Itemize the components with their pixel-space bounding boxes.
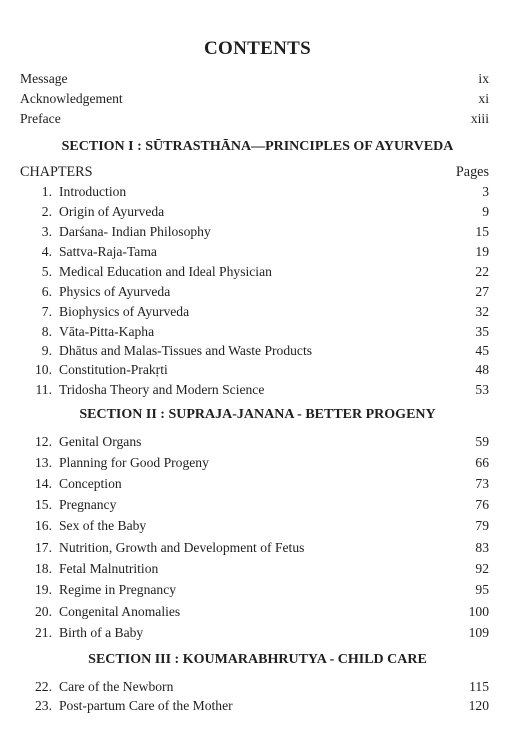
toc-entry[interactable] [0,302,515,322]
toc-entry[interactable] [0,360,515,380]
toc-entry[interactable] [0,322,515,342]
chapter-number: 13. [35,455,52,470]
chapter-number: 11. [35,382,52,397]
entry-page: xiii [470,111,489,126]
chapter-number: 1. [41,184,52,199]
section-heading-2: SECTION II : SUPRAJA-JANANA - BETTER PROGENY [79,407,436,422]
chapter-title: Fetal Malnutrition [59,561,159,576]
toc-entry[interactable] [0,580,515,600]
chapter-page: 115 [469,679,489,694]
chapter-number: 3. [41,224,52,239]
chapter-number: 16. [35,518,52,533]
chapter-page: 3 [482,184,489,199]
chapter-page: 95 [475,582,489,597]
chapter-title: Vāta-Pitta-Kapha [59,324,155,339]
chapter-page: 73 [475,476,489,491]
toc-entry[interactable] [0,623,515,643]
chapter-number: 22. [35,679,52,694]
chapter-title: Tridosha Theory and Modern Science [59,382,265,397]
entry-page: xi [478,91,489,106]
chapter-title: Medical Education and Ideal Physician [59,264,272,279]
toc-entry[interactable] [0,453,515,473]
section-heading-3: SECTION III : KOUMARABHRUTYA - CHILD CARE [88,652,427,667]
chapter-title: Biophysics of Ayurveda [59,304,190,319]
chapter-title: Nutrition, Growth and Development of Fetus [59,540,305,555]
toc-entry[interactable] [0,380,515,400]
entry-page: ix [478,71,489,86]
chapter-page: 48 [475,362,489,377]
toc-entry[interactable] [0,222,515,242]
chapter-title: Birth of a Baby [59,625,144,640]
chapter-page: 109 [468,625,489,640]
chapter-title: Sattva-Raja-Tama [59,244,157,259]
section-heading-1: SECTION I : SŪTRASTHĀNA—PRINCIPLES OF AYURVEDA [61,139,454,154]
chapter-title: Darśana- Indian Philosophy [59,224,211,239]
toc-entry[interactable] [0,495,515,515]
chapter-page: 66 [475,455,489,470]
chapter-title: Origin of Ayurveda [59,204,165,219]
toc-entry[interactable] [0,602,515,622]
chapter-number: 20. [35,604,52,619]
chapter-number: 23. [35,698,52,713]
toc-entry-acknowledgement[interactable] [0,89,515,109]
toc-entry[interactable] [0,182,515,202]
toc-entry[interactable] [0,242,515,262]
chapter-title: Congenital Anomalies [59,604,181,619]
chapter-number: 12. [35,434,52,449]
chapter-number: 18. [35,561,52,576]
chapter-title: Genital Organs [59,434,142,449]
chapter-page: 9 [482,204,489,219]
chapter-page: 35 [475,324,489,339]
chapter-page: 92 [475,561,489,576]
chapter-page: 53 [475,382,489,397]
chapter-number: 5. [41,264,52,279]
entry-label: Acknowledgement [20,91,123,106]
toc-entry[interactable] [0,202,515,222]
toc-entry[interactable] [0,262,515,282]
chapter-number: 4. [41,244,52,259]
toc-entry[interactable] [0,559,515,579]
chapter-page: 120 [468,698,489,713]
chapter-page: 15 [475,224,489,239]
chapter-title: Constitution-Prakṛti [59,362,168,377]
page-title: CONTENTS [204,38,311,59]
chapter-title: Regime in Pregnancy [59,582,177,597]
chapter-page: 19 [475,244,489,259]
chapters-label: CHAPTERS [20,164,93,180]
chapter-title: Post-partum Care of the Mother [59,698,233,713]
chapter-number: 15. [35,497,52,512]
toc-entry[interactable] [0,474,515,494]
chapter-page: 45 [475,343,489,358]
chapter-title: Care of the Newborn [59,679,174,694]
toc-entry[interactable] [0,341,515,361]
column-headings [0,162,515,182]
toc-entry[interactable] [0,538,515,558]
toc-entry[interactable] [0,677,515,697]
chapter-page: 76 [475,497,489,512]
toc-entry[interactable] [0,282,515,302]
toc-entry[interactable] [0,696,515,716]
chapter-number: 9. [41,343,52,358]
chapter-number: 6. [41,284,52,299]
chapter-title: Physics of Ayurveda [59,284,171,299]
chapter-page: 27 [475,284,489,299]
chapter-page: 79 [475,518,489,533]
chapter-page: 83 [475,540,489,555]
chapter-number: 10. [35,362,52,377]
chapter-title: Pregnancy [59,497,117,512]
toc-entry[interactable] [0,516,515,536]
pages-label: Pages [455,164,489,180]
toc-entry-preface[interactable] [0,109,515,129]
chapter-title: Dhātus and Malas-Tissues and Waste Products [59,343,313,358]
chapter-page: 59 [475,434,489,449]
chapter-page: 100 [468,604,489,619]
chapter-title: Planning for Good Progeny [59,455,209,470]
toc-entry-message[interactable] [0,69,515,89]
chapter-title: Conception [59,476,122,491]
chapter-number: 8. [41,324,52,339]
chapter-number: 21. [35,625,52,640]
chapter-title: Sex of the Baby [59,518,147,533]
chapter-number: 17. [35,540,52,555]
entry-label: Preface [20,111,61,126]
chapter-title: Introduction [59,184,127,199]
entry-label: Message [20,71,68,86]
chapter-number: 14. [35,476,52,491]
chapter-number: 7. [41,304,52,319]
chapter-number: 19. [35,582,52,597]
chapter-page: 32 [475,304,489,319]
chapter-number: 2. [41,204,52,219]
chapter-page: 22 [475,264,489,279]
toc-entry[interactable] [0,432,515,452]
